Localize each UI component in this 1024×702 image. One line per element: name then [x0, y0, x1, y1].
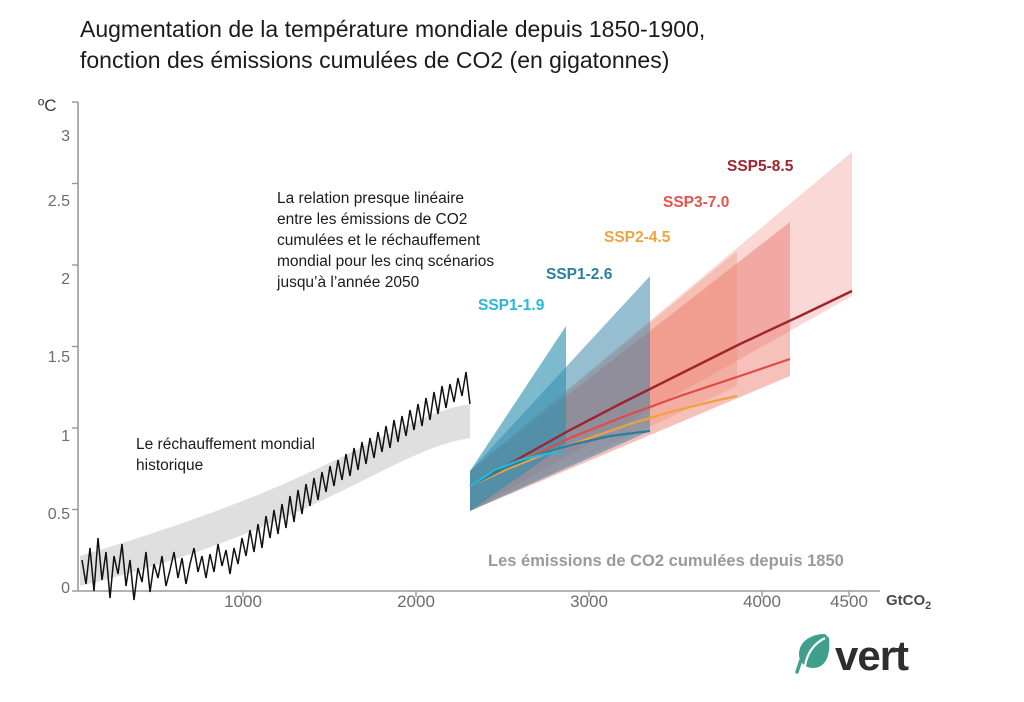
title-line-2: fonction des émissions cumulées de CO2 (en gigatonnes) — [80, 47, 670, 73]
scenario-label-ssp2-45: SSP2-4.5 — [604, 229, 671, 246]
y-tick-1: 1 — [61, 428, 70, 445]
page-title — [80, 14, 940, 76]
scenario-label-ssp1-19: SSP1-1.9 — [478, 297, 545, 314]
x-tick-3000: 3000 — [570, 592, 608, 611]
y-axis-unit: ºC — [38, 96, 57, 115]
y-tick-0: 0 — [61, 580, 70, 597]
vert-logo — [795, 630, 960, 688]
y-tick-2-5: 2.5 — [47, 193, 70, 210]
leaf-icon — [795, 630, 835, 674]
y-tick-3: 3 — [61, 128, 70, 145]
x-axis-unit: GtCO$_2$ — [886, 592, 932, 612]
logo-wordmark: vert — [835, 632, 909, 679]
y-tick-0-5: 0.5 — [47, 506, 70, 523]
band-historical — [80, 404, 470, 586]
annotation-emissions-axis: Les émissions de CO2 cumulées depuis 1850 — [488, 552, 844, 570]
x-tick-4000: 4000 — [743, 592, 781, 611]
x-axis-ticks — [243, 591, 849, 597]
x-tick-2000: 2000 — [397, 592, 435, 611]
y-tick-1-5: 1.5 — [47, 349, 70, 366]
annotation-historical: Le réchauffement mondial historique — [136, 436, 315, 474]
y-tick-2: 2 — [61, 271, 70, 288]
scenario-label-ssp5-85: SSP5-8.5 — [727, 158, 794, 175]
y-axis-ticks — [72, 102, 78, 591]
x-tick-1000: 1000 — [224, 592, 262, 611]
annotation-linear-relation: La relation presque linéaire entre les émissions de CO2 cumulées et le réchauffement mondial pour les cinq scénarios jusqu’à l’année 2050 — [277, 190, 495, 291]
scenario-label-ssp3-70: SSP3-7.0 — [663, 194, 730, 211]
scenario-label-ssp1-26: SSP1-2.6 — [546, 266, 613, 283]
x-tick-4500: 4500 — [830, 592, 868, 611]
title-line-1: Augmentation de la température mondiale depuis 1850-1900, — [80, 16, 706, 42]
